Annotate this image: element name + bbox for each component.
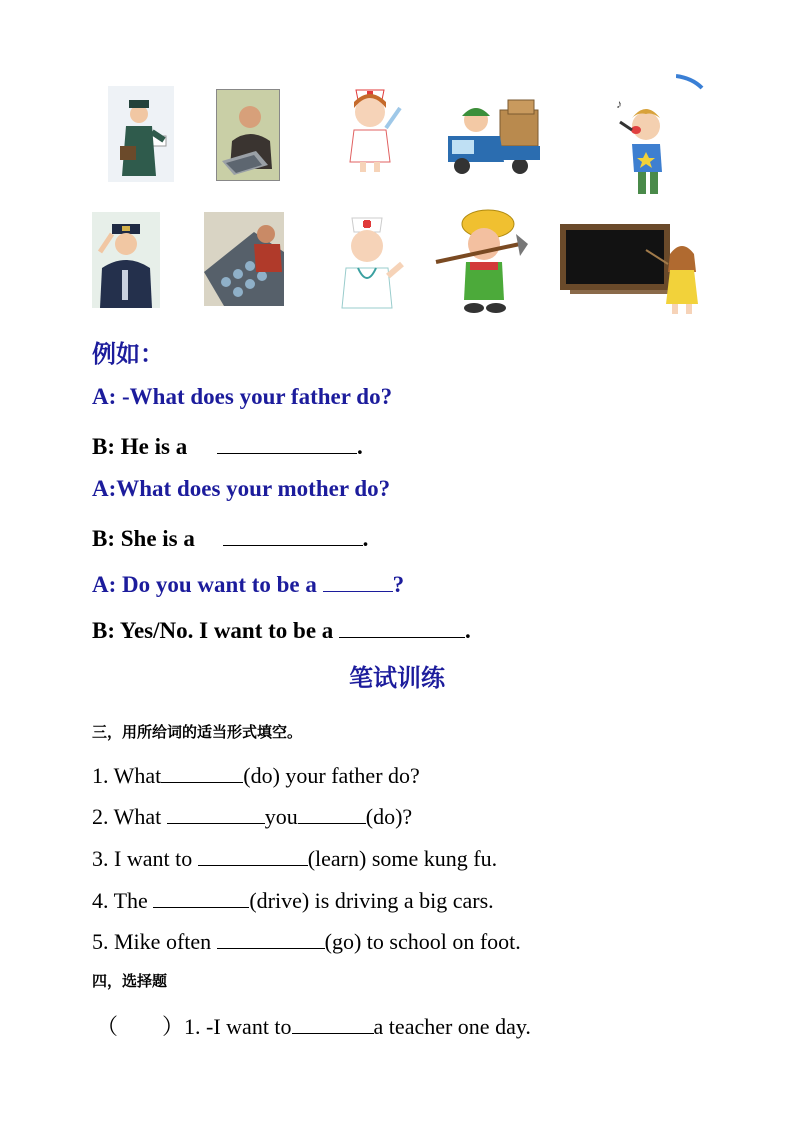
example-line-5: A: Do you want to be a ?: [92, 568, 404, 598]
example-question-want: A: Do you want to be a: [92, 572, 323, 597]
answer-blank[interactable]: [323, 568, 393, 592]
factory-worker-picture: [204, 212, 284, 306]
truck-driver-picture: [444, 96, 546, 178]
answer-parentheses[interactable]: （ ）: [96, 1014, 185, 1039]
postman-picture: [108, 86, 174, 182]
fill-blank[interactable]: [198, 843, 308, 866]
fill-blank[interactable]: [167, 801, 265, 824]
doctor-picture: [332, 212, 406, 314]
svg-text:♪: ♪: [616, 97, 622, 111]
police-officer-picture: [92, 212, 160, 308]
part4-instruction: 四，选择题: [92, 972, 168, 990]
example-answer-want: B: Yes/No. I want to be a: [92, 618, 340, 643]
farmer-picture: [432, 204, 532, 314]
example-question-mother: A:What does your mother do?: [92, 476, 391, 501]
question-4: 4. The (drive) is driving a big cars.: [92, 885, 494, 914]
example-heading: 例如：: [92, 340, 164, 368]
answer-blank[interactable]: [223, 522, 363, 546]
example-question-father: A: -What does your father do?: [92, 384, 393, 409]
answer-blank[interactable]: [217, 430, 357, 454]
fill-blank[interactable]: [161, 760, 243, 783]
nurse-picture: [334, 78, 406, 174]
question-3: 3. I want to (learn) some kung fu.: [92, 843, 497, 872]
fill-blank[interactable]: [292, 1011, 374, 1034]
section-title: 笔试训练: [349, 664, 445, 692]
fill-blank[interactable]: [153, 885, 249, 908]
example-line-2: B: He is a .: [92, 430, 363, 460]
question-2: 2. What you (do)?: [92, 801, 412, 830]
teacher-picture: [556, 220, 704, 316]
example-line-3: [92, 476, 390, 502]
question-5: 5. Mike often (go) to school on foot.: [92, 926, 521, 955]
singer-picture: [612, 96, 672, 198]
example-line-4: B: She is a .: [92, 522, 368, 552]
fill-blank[interactable]: [217, 926, 325, 949]
part3-instruction: 三，用所给词的适当形式填空。: [92, 723, 303, 741]
example-answer-he: B: He is a: [92, 434, 193, 459]
fill-blank[interactable]: [298, 801, 366, 824]
choice-question-1: （ ）1. -I want to a teacher one day.: [96, 1010, 531, 1041]
office-worker-picture: [216, 89, 280, 181]
example-line-6: B: Yes/No. I want to be a .: [92, 614, 471, 644]
answer-blank[interactable]: [339, 614, 465, 638]
corner-decoration: [676, 74, 704, 90]
question-1: 1. What (do) your father do?: [92, 760, 420, 789]
example-line-1: [92, 384, 392, 410]
example-answer-she: B: She is a: [92, 526, 201, 551]
